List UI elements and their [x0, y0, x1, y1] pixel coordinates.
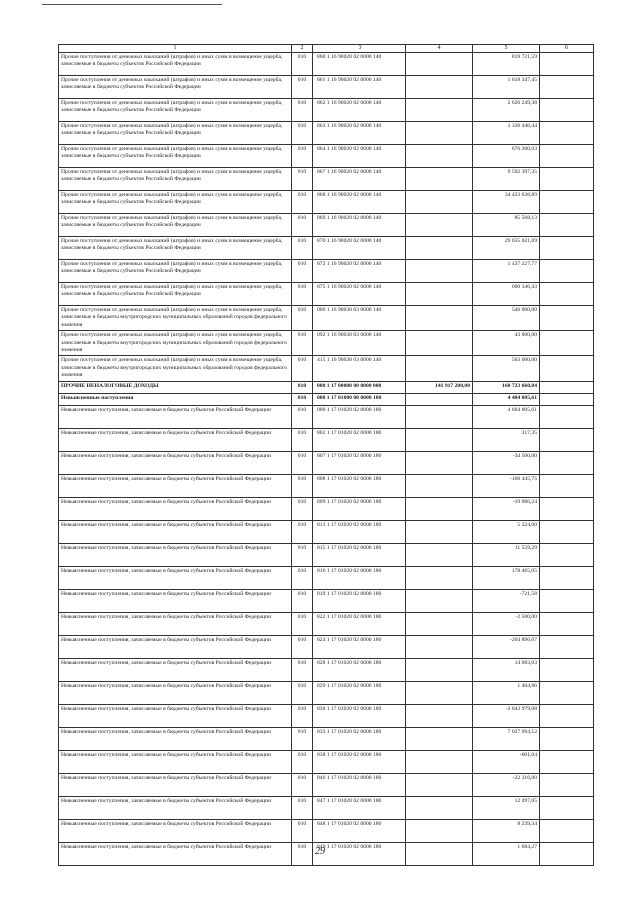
row-unexecuted-amount [540, 145, 594, 168]
row-approved-amount [406, 405, 473, 428]
row-approved-amount [406, 451, 473, 474]
row-approved-amount [406, 168, 473, 191]
row-line-code: 010 [292, 381, 313, 393]
table-row [59, 76, 594, 99]
row-executed-amount: -106 445,75 [473, 474, 540, 497]
row-unexecuted-amount [540, 428, 594, 451]
row-executed-amount: 1 684,27 [473, 842, 540, 865]
table-row [59, 704, 594, 727]
row-approved-amount [406, 750, 473, 773]
row-budget-code: 000 1 17 00000 00 0000 000 [313, 381, 406, 393]
row-unexecuted-amount [540, 773, 594, 796]
row-executed-amount: 43 000,00 [473, 331, 540, 356]
row-executed-amount: 546 000,00 [473, 306, 540, 331]
row-budget-code: 864 1 16 90020 02 0000 140 [313, 145, 406, 168]
row-approved-amount [406, 260, 473, 283]
row-approved-amount [406, 283, 473, 306]
row-name: Прочие поступления от денежных взысканий (штрафов) и иных сумм в возмещение ущерба, зачисляемые в бюджеты субъектов Российской Федерации [59, 260, 292, 283]
row-executed-amount: 14 083,03 [473, 658, 540, 681]
row-line-code: 010 [292, 428, 313, 451]
row-name: Невыясненные поступления, зачисляемые в бюджеты субъектов Российской Федерации [59, 635, 292, 658]
row-approved-amount [406, 145, 473, 168]
row-line-code: 010 [292, 681, 313, 704]
table-row [59, 122, 594, 145]
table-row [59, 283, 594, 306]
table-row [59, 819, 594, 842]
table-row [59, 260, 594, 283]
row-budget-code: 092 1 16 90030 03 0000 140 [313, 331, 406, 356]
row-name: Невыясненные поступления, зачисляемые в бюджеты субъектов Российской Федерации [59, 589, 292, 612]
row-budget-code: 847 1 17 01020 02 0000 180 [313, 796, 406, 819]
row-unexecuted-amount [540, 520, 594, 543]
row-line-code: 010 [292, 331, 313, 356]
table-row [59, 99, 594, 122]
row-budget-code: 819 1 17 01020 02 0000 180 [313, 589, 406, 612]
row-name: Прочие поступления от денежных взысканий (штрафов) и иных сумм в возмещение ущерба, зачисляемые в бюджеты субъектов Российской Федерации [59, 145, 292, 168]
row-name: Невыясненные поступления, зачисляемые в бюджеты субъектов Российской Федерации [59, 796, 292, 819]
row-budget-code: 813 1 17 01020 02 0000 180 [313, 520, 406, 543]
row-approved-amount [406, 681, 473, 704]
row-name: Прочие поступления от денежных взысканий (штрафов) и иных сумм в возмещение ущерба, зачисляемые в бюджеты субъектов Российской Федерации [59, 122, 292, 145]
row-approved-amount [406, 566, 473, 589]
row-name: Невыясненные поступления, зачисляемые в бюджеты субъектов Российской Федерации [59, 566, 292, 589]
table-row [59, 681, 594, 704]
row-name: Невыясненные поступления, зачисляемые в бюджеты субъектов Российской Федерации [59, 543, 292, 566]
table-row [59, 428, 594, 451]
row-approved-amount [406, 122, 473, 145]
row-name: Прочие поступления от денежных взысканий (штрафов) и иных сумм в возмещение ущерба, зачисляемые в бюджеты субъектов Российской Федерации [59, 191, 292, 214]
table-row [59, 796, 594, 819]
row-approved-amount [406, 635, 473, 658]
row-budget-code: 000 1 17 01000 00 0000 180 [313, 393, 406, 405]
row-executed-amount: 5 324,00 [473, 520, 540, 543]
row-approved-amount [406, 474, 473, 497]
row-approved-amount [406, 612, 473, 635]
column-number-2: 2 [292, 45, 313, 53]
row-name: Невыясненные поступления, зачисляемые в бюджеты субъектов Российской Федерации [59, 704, 292, 727]
row-name: Прочие поступления от денежных взысканий (штрафов) и иных сумм в возмещение ущерба, зачисляемые в бюджеты внутригородских муниципальных образований городов федерального значения [59, 331, 292, 356]
row-name: Прочие поступления от денежных взысканий (штрафов) и иных сумм в возмещение ущерба, зачисляемые в бюджеты субъектов Российской Федерации [59, 168, 292, 191]
row-budget-code: 415 1 16 90030 03 0000 140 [313, 356, 406, 381]
row-name: Невыясненные поступления, зачисляемые в бюджеты субъектов Российской Федерации [59, 819, 292, 842]
row-approved-amount [406, 773, 473, 796]
row-budget-code: 822 1 17 01020 02 0000 180 [313, 612, 406, 635]
table-row [59, 589, 594, 612]
row-line-code: 010 [292, 53, 313, 76]
table-row [59, 658, 594, 681]
row-unexecuted-amount [540, 356, 594, 381]
row-approved-amount [406, 356, 473, 381]
row-unexecuted-amount [540, 612, 594, 635]
row-approved-amount [406, 191, 473, 214]
row-approved-amount [406, 520, 473, 543]
row-executed-amount: 160 723 660,84 [473, 381, 540, 393]
row-budget-code: 828 1 17 01020 02 0000 180 [313, 658, 406, 681]
table-row [59, 393, 594, 405]
row-executed-amount: 85 568,13 [473, 214, 540, 237]
table-row [59, 237, 594, 260]
row-executed-amount: 1 437 227,77 [473, 260, 540, 283]
row-line-code: 010 [292, 842, 313, 865]
revenue-table [58, 44, 594, 866]
row-executed-amount: 12 497,05 [473, 796, 540, 819]
row-line-code: 010 [292, 283, 313, 306]
row-approved-amount [406, 331, 473, 356]
page-number: 29 [315, 846, 325, 857]
row-budget-code: 809 1 17 01020 02 0000 180 [313, 497, 406, 520]
row-name: Невыясненные поступления, зачисляемые в бюджеты субъектов Российской Федерации [59, 428, 292, 451]
row-executed-amount: 2 626 249,38 [473, 99, 540, 122]
table-row [59, 356, 594, 381]
row-budget-code: 870 1 16 90020 02 0000 140 [313, 237, 406, 260]
row-executed-amount: 11 559,29 [473, 543, 540, 566]
row-unexecuted-amount [540, 704, 594, 727]
row-unexecuted-amount [540, 635, 594, 658]
row-unexecuted-amount [540, 543, 594, 566]
row-line-code: 010 [292, 727, 313, 750]
row-unexecuted-amount [540, 76, 594, 99]
row-executed-amount: 1 618 347,45 [473, 76, 540, 99]
row-unexecuted-amount [540, 214, 594, 237]
table-row [59, 191, 594, 214]
row-executed-amount: -34 500,00 [473, 451, 540, 474]
row-name: Прочие поступления от денежных взысканий (штрафов) и иных сумм в возмещение ущерба, зачисляемые в бюджеты субъектов Российской Федерации [59, 99, 292, 122]
row-executed-amount: -2 500,00 [473, 612, 540, 635]
row-unexecuted-amount [540, 381, 594, 393]
row-executed-amount: 29 655 021,69 [473, 237, 540, 260]
revenue-table-body [59, 45, 594, 866]
row-line-code: 010 [292, 260, 313, 283]
row-line-code: 010 [292, 76, 313, 99]
row-line-code: 010 [292, 451, 313, 474]
row-unexecuted-amount [540, 497, 594, 520]
row-executed-amount: 503 000,00 [473, 356, 540, 381]
row-unexecuted-amount [540, 53, 594, 76]
row-executed-amount: 819 721,59 [473, 53, 540, 76]
row-unexecuted-amount [540, 474, 594, 497]
row-line-code: 010 [292, 612, 313, 635]
row-unexecuted-amount [540, 750, 594, 773]
table-row [59, 405, 594, 428]
row-name: Невыясненные поступления, зачисляемые в бюджеты субъектов Российской Федерации [59, 727, 292, 750]
row-unexecuted-amount [540, 451, 594, 474]
row-approved-amount [406, 727, 473, 750]
row-line-code: 010 [292, 237, 313, 260]
column-number-3: 3 [313, 45, 406, 53]
table-row [59, 53, 594, 76]
table-row [59, 750, 594, 773]
table-row [59, 635, 594, 658]
row-name: Невыясненные поступления, зачисляемые в бюджеты субъектов Российской Федерации [59, 497, 292, 520]
row-name: Прочие поступления от денежных взысканий (штрафов) и иных сумм в возмещение ущерба, зачисляемые в бюджеты субъектов Российской Федерации [59, 53, 292, 76]
row-name: Невыясненные поступления, зачисляемые в бюджеты субъектов Российской Федерации [59, 658, 292, 681]
row-budget-code: 830 1 17 01020 02 0000 180 [313, 704, 406, 727]
row-budget-code: 849 1 17 01020 02 0000 180 [313, 842, 406, 865]
row-executed-amount: -19 086,24 [473, 497, 540, 520]
row-executed-amount: 9 592 397,35 [473, 168, 540, 191]
row-approved-amount: 141 917 200,00 [406, 381, 473, 393]
row-executed-amount: 1 336 446,44 [473, 122, 540, 145]
row-line-code: 010 [292, 122, 313, 145]
row-unexecuted-amount [540, 589, 594, 612]
row-line-code: 010 [292, 520, 313, 543]
table-row [59, 612, 594, 635]
row-name: Прочие поступления от денежных взысканий (штрафов) и иных сумм в возмещение ущерба, зачисляемые в бюджеты субъектов Российской Федерации [59, 214, 292, 237]
row-budget-code: 872 1 16 90020 02 0000 140 [313, 260, 406, 283]
row-name: Невыясненные поступления, зачисляемые в бюджеты субъектов Российской Федерации [59, 681, 292, 704]
row-executed-amount: -721,58 [473, 589, 540, 612]
row-unexecuted-amount [540, 191, 594, 214]
row-name: Невыясненные поступления [59, 393, 292, 405]
row-budget-code: 824 1 17 01020 02 0000 180 [313, 635, 406, 658]
row-executed-amount: 8 239,34 [473, 819, 540, 842]
row-unexecuted-amount [540, 796, 594, 819]
column-number-6: 6 [540, 45, 594, 53]
table-row [59, 497, 594, 520]
row-budget-code: 815 1 17 01020 02 0000 180 [313, 543, 406, 566]
row-approved-amount [406, 497, 473, 520]
row-line-code: 010 [292, 356, 313, 381]
row-name: Невыясненные поступления, зачисляемые в бюджеты субъектов Российской Федерации [59, 405, 292, 428]
table-row [59, 145, 594, 168]
row-unexecuted-amount [540, 681, 594, 704]
row-budget-code: 860 1 16 90020 02 0000 140 [313, 53, 406, 76]
row-approved-amount [406, 393, 473, 405]
row-unexecuted-amount [540, 393, 594, 405]
table-row [59, 520, 594, 543]
row-line-code: 010 [292, 474, 313, 497]
row-approved-amount [406, 704, 473, 727]
row-line-code: 010 [292, 566, 313, 589]
row-budget-code: 868 1 16 90020 02 0000 140 [313, 191, 406, 214]
row-name: Невыясненные поступления, зачисляемые в бюджеты субъектов Российской Федерации [59, 842, 292, 865]
table-row [59, 306, 594, 331]
header-rule [42, 4, 222, 5]
row-executed-amount: 1 404,86 [473, 681, 540, 704]
row-approved-amount [406, 796, 473, 819]
row-budget-code: 848 1 17 01020 02 0000 180 [313, 819, 406, 842]
row-unexecuted-amount [540, 237, 594, 260]
row-line-code: 010 [292, 658, 313, 681]
column-number-5: 5 [473, 45, 540, 53]
row-approved-amount [406, 819, 473, 842]
row-budget-code: 846 1 17 01020 02 0000 180 [313, 773, 406, 796]
row-line-code: 010 [292, 405, 313, 428]
row-line-code: 010 [292, 145, 313, 168]
row-unexecuted-amount [540, 122, 594, 145]
row-budget-code: 808 1 17 01020 02 0000 180 [313, 474, 406, 497]
row-executed-amount: 178 465,05 [473, 566, 540, 589]
row-name: Прочие поступления от денежных взысканий (штрафов) и иных сумм в возмещение ущерба, зачисляемые в бюджеты субъектов Российской Федерации [59, 237, 292, 260]
row-line-code: 010 [292, 99, 313, 122]
table-row [59, 773, 594, 796]
row-unexecuted-amount [540, 819, 594, 842]
row-approved-amount [406, 658, 473, 681]
row-line-code: 010 [292, 704, 313, 727]
row-executed-amount: -2 043 979,08 [473, 704, 540, 727]
row-executed-amount: 7 027 094,12 [473, 727, 540, 750]
table-row [59, 474, 594, 497]
row-executed-amount: 690 346,43 [473, 283, 540, 306]
table-row [59, 381, 594, 393]
row-executed-amount: -22 316,00 [473, 773, 540, 796]
row-approved-amount [406, 306, 473, 331]
row-name: Невыясненные поступления, зачисляемые в бюджеты субъектов Российской Федерации [59, 750, 292, 773]
row-name: Невыясненные поступления, зачисляемые в бюджеты субъектов Российской Федерации [59, 451, 292, 474]
row-line-code: 010 [292, 750, 313, 773]
row-line-code: 010 [292, 543, 313, 566]
row-name: Прочие поступления от денежных взысканий (штрафов) и иных сумм в возмещение ущерба, зачисляемые в бюджеты субъектов Российской Федерации [59, 76, 292, 99]
table-row [59, 168, 594, 191]
row-budget-code: 862 1 16 90020 02 0000 140 [313, 99, 406, 122]
row-approved-amount [406, 99, 473, 122]
row-line-code: 010 [292, 214, 313, 237]
row-name: ПРОЧИЕ НЕНАЛОГОВЫЕ ДОХОДЫ [59, 381, 292, 393]
row-line-code: 010 [292, 773, 313, 796]
row-executed-amount: 317,35 [473, 428, 540, 451]
row-budget-code: 863 1 16 90020 02 0000 140 [313, 122, 406, 145]
row-budget-code: 869 1 16 90020 02 0000 140 [313, 214, 406, 237]
row-unexecuted-amount [540, 283, 594, 306]
row-name: Невыясненные поступления, зачисляемые в бюджеты субъектов Российской Федерации [59, 520, 292, 543]
row-line-code: 010 [292, 796, 313, 819]
row-budget-code: 861 1 16 90020 02 0000 140 [313, 76, 406, 99]
row-executed-amount: -264 896,07 [473, 635, 540, 658]
row-unexecuted-amount [540, 306, 594, 331]
table-row [59, 214, 594, 237]
row-approved-amount [406, 237, 473, 260]
row-name: Невыясненные поступления, зачисляемые в бюджеты субъектов Российской Федерации [59, 612, 292, 635]
row-line-code: 010 [292, 168, 313, 191]
row-budget-code: 816 1 17 01020 02 0000 180 [313, 566, 406, 589]
row-unexecuted-amount [540, 727, 594, 750]
column-number-1: 1 [59, 45, 292, 53]
row-line-code: 010 [292, 497, 313, 520]
row-unexecuted-amount [540, 331, 594, 356]
row-budget-code: 833 1 17 01020 02 0000 180 [313, 727, 406, 750]
row-line-code: 010 [292, 393, 313, 405]
row-budget-code: 802 1 17 01020 02 0000 180 [313, 428, 406, 451]
table-row [59, 543, 594, 566]
row-name: Прочие поступления от денежных взысканий (штрафов) и иных сумм в возмещение ущерба, зачисляемые в бюджеты внутригородских муниципальных образований городов федерального значения [59, 306, 292, 331]
row-budget-code: 807 1 17 01020 02 0000 180 [313, 451, 406, 474]
row-unexecuted-amount [540, 566, 594, 589]
row-approved-amount [406, 53, 473, 76]
row-executed-amount: 4 664 005,61 [473, 405, 540, 428]
row-executed-amount: 676 300,03 [473, 145, 540, 168]
row-executed-amount: -601,04 [473, 750, 540, 773]
row-budget-code: 838 1 17 01020 02 0000 180 [313, 750, 406, 773]
table-row [59, 566, 594, 589]
column-number-row [59, 45, 594, 53]
row-line-code: 010 [292, 306, 313, 331]
row-budget-code: 000 1 16 90030 03 0000 140 [313, 306, 406, 331]
row-budget-code: 829 1 17 01020 02 0000 180 [313, 681, 406, 704]
row-approved-amount [406, 76, 473, 99]
row-unexecuted-amount [540, 260, 594, 283]
table-row [59, 727, 594, 750]
row-budget-code: 867 1 16 90020 02 0000 140 [313, 168, 406, 191]
row-approved-amount [406, 214, 473, 237]
row-name: Прочие поступления от денежных взысканий (штрафов) и иных сумм в возмещение ущерба, зачисляемые в бюджеты субъектов Российской Федерации [59, 283, 292, 306]
row-approved-amount [406, 543, 473, 566]
row-name: Невыясненные поступления, зачисляемые в бюджеты субъектов Российской Федерации [59, 773, 292, 796]
row-line-code: 010 [292, 589, 313, 612]
row-unexecuted-amount [540, 168, 594, 191]
row-name: Прочие поступления от денежных взысканий (штрафов) и иных сумм в возмещение ущерба, зачисляемые в бюджеты внутригородских муниципальных образований городов федерального значения [59, 356, 292, 381]
row-executed-amount: 4 484 005,61 [473, 393, 540, 405]
row-unexecuted-amount [540, 99, 594, 122]
row-budget-code: 875 1 16 90020 02 0000 140 [313, 283, 406, 306]
row-line-code: 010 [292, 635, 313, 658]
row-executed-amount: 34 423 638,89 [473, 191, 540, 214]
column-number-4: 4 [406, 45, 473, 53]
row-name: Невыясненные поступления, зачисляемые в бюджеты субъектов Российской Федерации [59, 474, 292, 497]
row-line-code: 010 [292, 191, 313, 214]
row-unexecuted-amount [540, 658, 594, 681]
row-unexecuted-amount [540, 405, 594, 428]
row-budget-code: 000 1 17 01020 02 0000 180 [313, 405, 406, 428]
row-line-code: 010 [292, 819, 313, 842]
table-row [59, 331, 594, 356]
table-row [59, 451, 594, 474]
row-approved-amount [406, 589, 473, 612]
row-approved-amount [406, 428, 473, 451]
